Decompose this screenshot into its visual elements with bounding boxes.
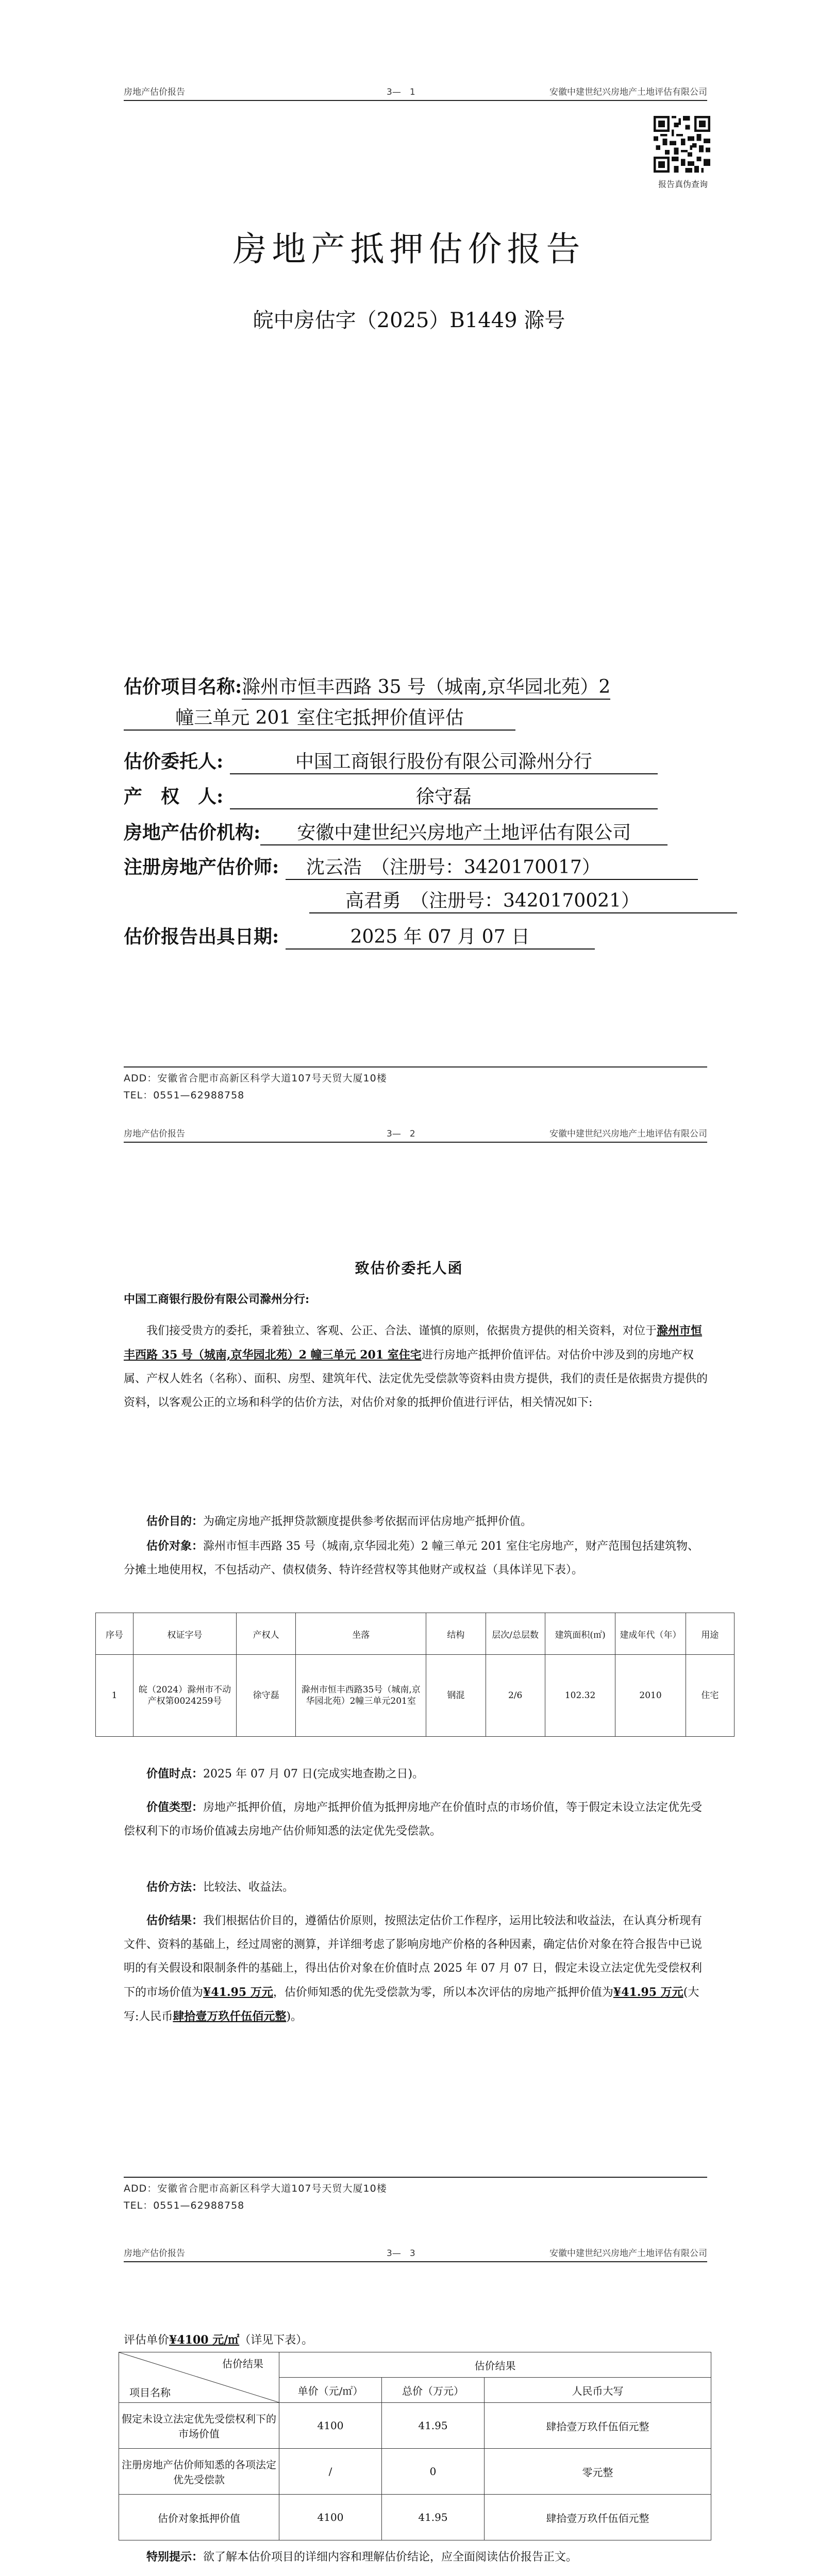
header-right: 安徽中建世纪兴房地产土地评估有限公司 xyxy=(549,87,707,97)
table-header: 建成年代（年） xyxy=(615,1613,686,1655)
table-header: 层次/总层数 xyxy=(486,1613,545,1655)
table-header: 人民币大写 xyxy=(485,2378,711,2403)
report-number: 皖中房估字（2025）B1449 滁号 xyxy=(253,309,565,332)
client-value: 中国工商银行股份有限公司滁州分行 xyxy=(230,747,658,774)
table-row xyxy=(119,2403,711,2449)
owner-value: 徐守磊 xyxy=(230,782,658,809)
unit-price-line xyxy=(124,2331,313,2347)
mortgage-value: ¥41.95 万元 xyxy=(613,1986,683,1999)
project-name-row xyxy=(124,672,610,700)
table-cell: 4100 xyxy=(279,2403,382,2449)
object-label: 估价对象： xyxy=(146,1539,204,1553)
table-cell: 肆拾壹万玖仟伍佰元整 xyxy=(485,2403,711,2449)
table-cell: 零元整 xyxy=(485,2449,711,2495)
unit-price-value: ¥4100 元/㎡ xyxy=(169,2333,240,2347)
page-header xyxy=(124,2244,707,2262)
table-cell: 0 xyxy=(382,2449,485,2495)
footer-address: ADD：安徽省合肥市高新区科学大道107号天贸大厦10楼 xyxy=(124,2183,387,2194)
owner-label: 产 权 人: xyxy=(124,786,224,807)
result-label: 估价结果： xyxy=(146,1914,204,1927)
header-page-number: 3— 2 xyxy=(387,1129,415,1139)
intro-text-a: 我们接受贵方的委托，秉着独立、客观、公正、合法、谨慎的原则，依据贵方提供的相关资料，对位于 xyxy=(146,1325,657,1337)
header-left: 房地产估价报告 xyxy=(124,1129,185,1139)
appraiser-1: 沈云浩 （注册号：3420170017） xyxy=(286,853,698,880)
unit-price-text-b: （详见下表）。 xyxy=(239,2334,313,2347)
value-date-text: 2025 年 07 月 07 日(完成实地查勘之日)。 xyxy=(203,1768,424,1781)
property-address: 滁州市恒丰西路 35 号（城南,京华园北苑）2 幢三单元 201 室住宅 xyxy=(124,1324,703,1362)
object-text: 滁州市恒丰西路 35 号（城南,京华园北苑）2 幢三单元 201 室住宅房地产，财产范围包括建筑物、分摊土地使用权，不包括动产、债权债务、特许经营权等其他财产或权益（具体详见下表）。 xyxy=(124,1540,699,1577)
special-note xyxy=(124,2545,709,2569)
market-value: ¥41.95 万元 xyxy=(203,1986,273,1999)
unit-price-text-a: 评估单价 xyxy=(124,2334,170,2347)
value-date-paragraph xyxy=(124,1762,709,1786)
table-header: 总价（万元） xyxy=(382,2378,485,2403)
table-cell: 徐守磊 xyxy=(236,1655,295,1737)
header-left: 房地产估价报告 xyxy=(124,87,185,97)
appraiser-label: 注册房地产估价师: xyxy=(124,856,279,878)
table-cell: 住宅 xyxy=(686,1655,734,1737)
table-cell: 2/6 xyxy=(486,1655,545,1737)
method-paragraph xyxy=(124,1875,709,1900)
table-row xyxy=(119,2449,711,2495)
header-right: 安徽中建世纪兴房地产土地评估有限公司 xyxy=(549,1129,707,1139)
special-note-label: 特别提示： xyxy=(146,2550,204,2564)
date-label: 估价报告出具日期: xyxy=(124,926,279,947)
appraiser-2: 高君勇 （注册号：3420170021） xyxy=(309,886,737,913)
table-cell: 102.32 xyxy=(545,1655,615,1737)
letter-intro xyxy=(124,1319,709,1415)
value-type-paragraph xyxy=(124,1795,709,1843)
table-header-group: 估价结果 xyxy=(279,2352,711,2378)
table-header-row xyxy=(96,1613,734,1655)
table-cell: 钢混 xyxy=(426,1655,486,1737)
table-cell: 2010 xyxy=(615,1655,686,1737)
value-type-label: 价值类型： xyxy=(146,1801,204,1814)
purpose-label: 估价目的： xyxy=(146,1515,204,1528)
valuation-result-table xyxy=(119,2352,711,2540)
project-name-line1: 滁州市恒丰西路 35 号（城南,京华园北苑）2 xyxy=(242,672,610,700)
table-row xyxy=(119,2495,711,2540)
table-header: 产权人 xyxy=(236,1613,295,1655)
table-cell: / xyxy=(279,2449,382,2495)
diagonal-header-bottom: 项目名称 xyxy=(129,2386,171,2399)
table-cell: 1 xyxy=(96,1655,133,1737)
result-paragraph xyxy=(124,1909,709,2029)
report-title: 房地产抵押估价报告 xyxy=(232,229,586,269)
appraiser-row-1 xyxy=(124,853,698,880)
value-date-label: 价值时点： xyxy=(146,1767,204,1781)
project-name-row-2 xyxy=(124,703,515,731)
table-cell: 滁州市恒丰西路35号（城南,京华园北苑）2幢三单元201室 xyxy=(296,1655,426,1737)
page-header xyxy=(124,82,707,101)
qr-caption: 报告真伪查询 xyxy=(658,179,708,189)
header-page-number: 3— 3 xyxy=(387,2248,415,2259)
table-header: 建筑面积(㎡) xyxy=(545,1613,615,1655)
value-type-text: 房地产抵押价值，房地产抵押价值为抵押房地产在价值时点的市场价值，等于假定未设立法定优先受偿权利下的市场价值减去房地产估价师知悉的法定优先受偿款。 xyxy=(124,1801,703,1838)
header-right: 安徽中建世纪兴房地产土地评估有限公司 xyxy=(549,2248,707,2259)
diagonal-header-cell xyxy=(119,2352,279,2403)
page-footer xyxy=(124,1066,707,1101)
table-header: 单价（元/㎡） xyxy=(279,2378,382,2403)
table-header: 坐落 xyxy=(296,1613,426,1655)
page-header xyxy=(124,1124,707,1143)
intro-text-b: 进行房地产抵押价值评估。对估价中涉及到的房地产权属、产权人姓名（名称）、面积、房型、建筑年代、法定优先受偿款等资料由贵方提供，我们的责任是依据贵方提供的资料，以客观公正的立场和科学的估价方法，对估价对象的抵押价值进行评估，相关情况如下: xyxy=(124,1349,708,1409)
table-row xyxy=(96,1655,734,1737)
client-row xyxy=(124,747,658,774)
table-cell: 肆拾壹万玖仟伍佰元整 xyxy=(485,2495,711,2540)
footer-tel: TEL：0551—62988758 xyxy=(124,1090,245,1101)
table-header: 序号 xyxy=(96,1613,133,1655)
header-left: 房地产估价报告 xyxy=(124,2248,185,2259)
header-page-number: 3— 1 xyxy=(387,87,415,97)
appraiser-row-2 xyxy=(309,886,737,913)
date-row xyxy=(124,922,595,950)
method-label: 估价方法： xyxy=(146,1880,204,1894)
mortgage-value-uppercase: 肆拾壹万玖仟伍佰元整 xyxy=(173,2010,287,2023)
object-paragraph xyxy=(124,1534,709,1582)
letter-title: 致估价委托人函 xyxy=(355,1260,463,1277)
owner-row xyxy=(124,782,658,809)
agency-row xyxy=(124,818,667,845)
project-name-label: 估价项目名称: xyxy=(124,676,242,698)
footer-address: ADD：安徽省合肥市高新区科学大道107号天贸大厦10楼 xyxy=(124,1073,387,1084)
result-text-a: 我们根据估价目的，遵循估价原则，按照法定估价工作程序，运用比较法和收益法，在认真分析现有文件、资料的基础上，经过周密的测算，并详细考虑了影响房地产价格的各种因素，确定估价对象在符合报告中已说明的有关假设和限制条件的基础上，得出估价对象在价值时点 2025 年 07 月 07 日，假定未设立法定优先受偿权利下的市场价值为 xyxy=(124,1914,703,1999)
table-cell: 4100 xyxy=(279,2495,382,2540)
table-cell: 41.95 xyxy=(382,2403,485,2449)
footer-tel: TEL：0551—62988758 xyxy=(124,2200,245,2211)
agency-label: 房地产估价机构: xyxy=(124,822,261,843)
letter-addressee: 中国工商银行股份有限公司滁州分行: xyxy=(124,1293,310,1306)
property-table xyxy=(95,1613,734,1737)
cover-page xyxy=(0,0,818,1123)
result-text-d: )。 xyxy=(286,2010,303,2023)
table-cell: 假定未设立法定优先受偿权利下的市场价值 xyxy=(119,2403,279,2449)
table-cell: 皖（2024）滁州市不动产权第0024259号 xyxy=(133,1655,237,1737)
client-label: 估价委托人: xyxy=(124,751,224,772)
page-footer xyxy=(124,2177,707,2212)
purpose-paragraph xyxy=(124,1510,709,1534)
agency-value: 安徽中建世纪兴房地产土地评估有限公司 xyxy=(260,818,667,845)
table-cell: 估价对象抵押价值 xyxy=(119,2495,279,2540)
qr-code-icon[interactable] xyxy=(654,116,710,173)
diagonal-header-top: 估价结果 xyxy=(222,2358,263,2370)
project-name-line2: 幢三单元 201 室住宅抵押价值评估 xyxy=(124,703,515,731)
table-cell: 41.95 xyxy=(382,2495,485,2540)
table-header: 用途 xyxy=(686,1613,734,1655)
table-cell: 注册房地产估价师知悉的各项法定优先受偿款 xyxy=(119,2449,279,2495)
table-header-row xyxy=(119,2352,711,2378)
table-header: 结构 xyxy=(426,1613,486,1655)
report-date: 2025 年 07 月 07 日 xyxy=(286,922,595,950)
special-note-text: 欲了解本估价项目的详细内容和理解估价结论，应全面阅读估价报告正文。 xyxy=(203,2551,578,2564)
result-text-c: (大写:人民币 xyxy=(124,1986,699,2023)
result-text-b: ，估价师知悉的优先受偿款为零，所以本次评估的房地产抵押价值为 xyxy=(273,1986,613,1999)
purpose-text: 为确定房地产抵押贷款额度提供参考依据而评估房地产抵押价值。 xyxy=(203,1515,532,1528)
method-text: 比较法、收益法。 xyxy=(203,1881,294,1894)
table-header: 权证字号 xyxy=(133,1613,237,1655)
